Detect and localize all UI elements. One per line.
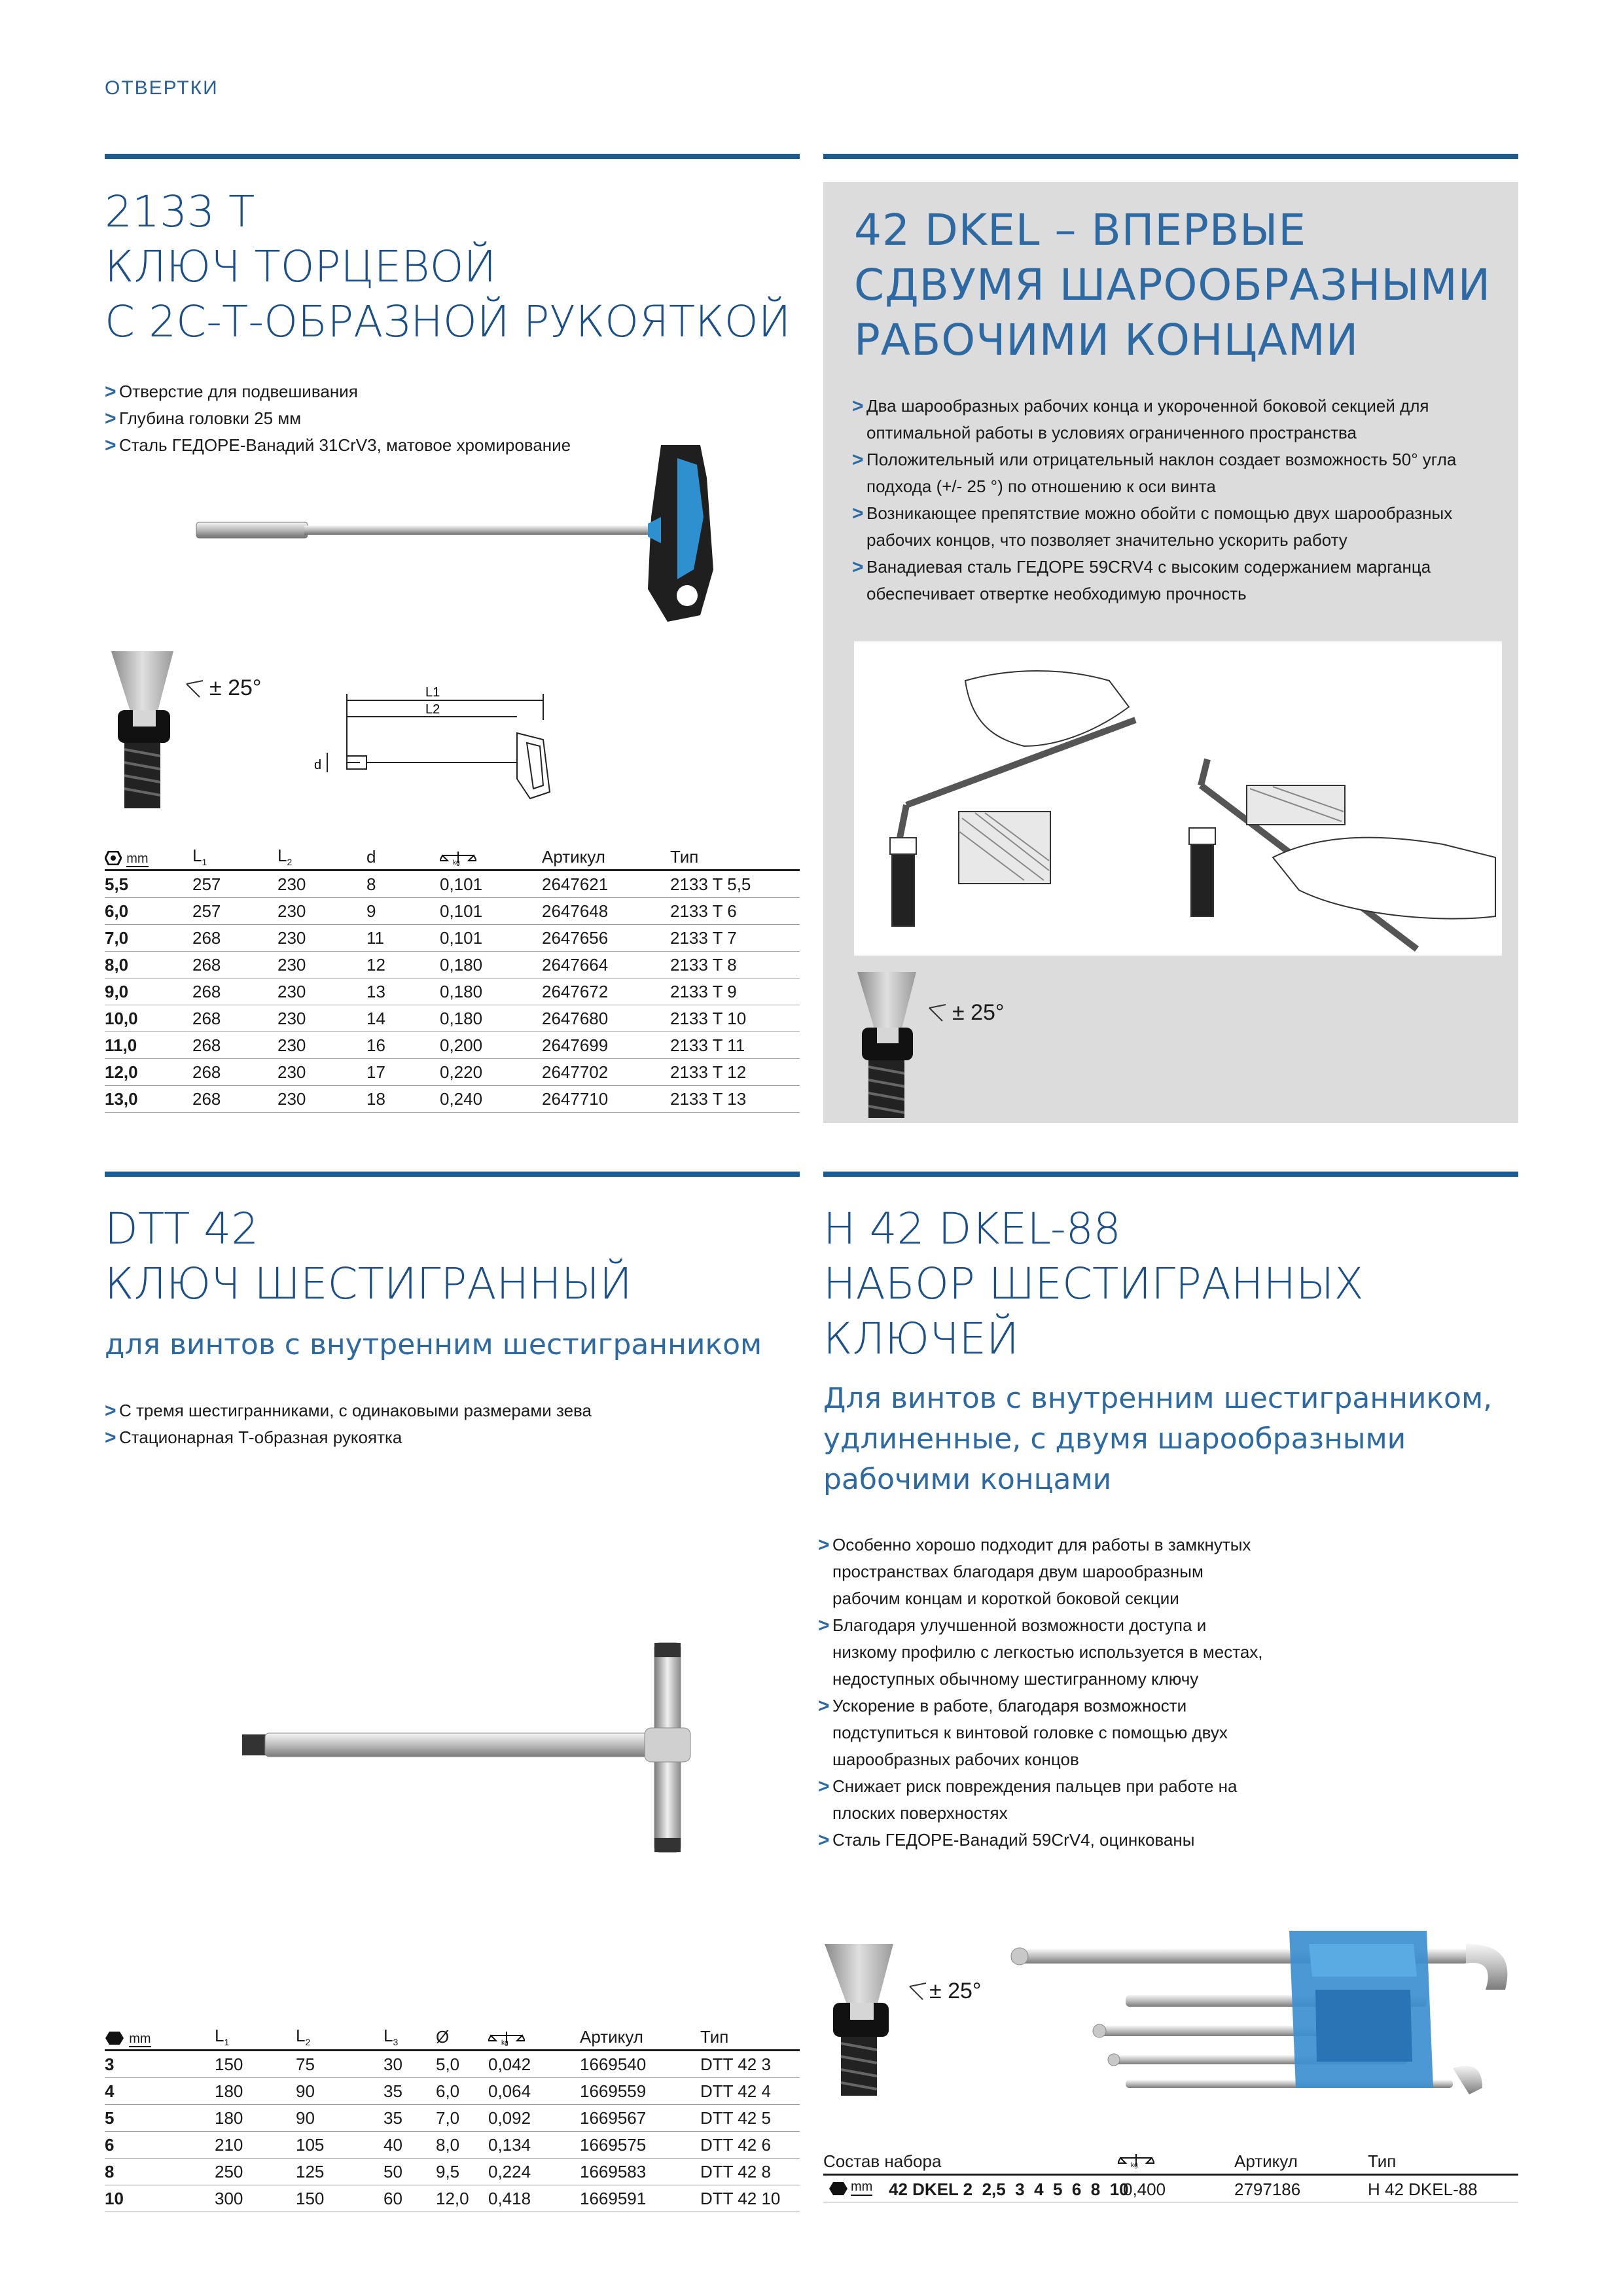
table-row: 11,0 268 230 16 0,200 2647699 2133 T 11 [105, 1032, 800, 1059]
column-header-article: Артикул [580, 2024, 700, 2051]
spec-table [105, 844, 800, 1113]
column-header-size: mm [105, 844, 192, 870]
table-row: 8,0 268 230 12 0,180 2647664 2133 T 8 [105, 952, 800, 978]
scale-icon [488, 2030, 525, 2046]
scale-icon [440, 850, 476, 866]
column-header-l2: $L_2$ [277, 844, 366, 870]
table-row: 9,0 268 230 13 0,180 2647672 2133 T 9 [105, 978, 800, 1005]
column-header-l1: $L_1$ [192, 844, 277, 870]
column-header-weight [440, 844, 542, 870]
feature-list [105, 1397, 759, 1451]
feature-item: > Особенно хорошо подходит для работы в замкнутых [818, 1532, 1499, 1558]
column-header-article: Артикул [1234, 2151, 1298, 2171]
spec-table [105, 2024, 800, 2212]
hex-nut-icon [105, 851, 122, 865]
feature-item-continued: рабочим концам и короткой боковой секции [832, 1588, 1179, 1608]
column-header-diameter: Ø [436, 2024, 488, 2051]
set-type: H 42 DKEL-88 [1368, 2179, 1478, 2199]
set-article: 2797186 [1234, 2179, 1301, 2199]
table-row: 4 180 90 35 6,0 0,064 1669559 DTT 42 4 [105, 2078, 800, 2105]
socket-wrench-image [190, 439, 733, 628]
dimension-l1-label: L1 [425, 685, 440, 700]
table-row: 3 150 75 30 5,0 0,042 1669540 DTT 42 3 [105, 2051, 800, 2078]
table-row: 10 300 150 60 12,0 0,418 1669591 DTT 42 10 [105, 2185, 800, 2212]
feature-item: > С тремя шестигранниками, с одинаковыми размерами зева [105, 1397, 759, 1424]
feature-item-continued: низкому профилю с легкостью используется в местах, [832, 1642, 1263, 1662]
column-header-type: Тип [700, 2024, 800, 2051]
column-header-type: Тип [1368, 2151, 1397, 2171]
feature-item-continued: обеспечивает отвертке необходимую прочность [866, 584, 1247, 603]
product-subtitle: для винтов с внутренним шестигранником [105, 1328, 762, 1361]
svg-text:kg: kg [501, 2039, 508, 2046]
feature-item: > Ускорение в работе, благодаря возможности [818, 1693, 1499, 1719]
feature-item-continued: подступиться к винтовой головке с помощью двух [832, 1723, 1228, 1742]
panel-title-line3: РАБОЧИМИ КОНЦАМИ [854, 315, 1359, 365]
dimension-d-label: d [314, 758, 322, 772]
table-row: 6 210 105 40 8,0 0,134 1669575 DTT 42 6 [105, 2132, 800, 2159]
hex-key-set-image [1008, 1918, 1518, 2140]
table-row: 5 180 90 35 7,0 0,092 1669567 DTT 42 5 [105, 2105, 800, 2132]
table-row: 13,0 268 230 18 0,240 2647710 2133 T 13 [105, 1086, 800, 1113]
feature-item: > Снижает риск повреждения пальцев при работе на [818, 1773, 1499, 1800]
angle-label: ± 25° [952, 1000, 1005, 1025]
product-subtitle-line1: Для винтов с внутренним шестигранником, [823, 1382, 1493, 1415]
table-row [823, 2176, 1518, 2202]
feature-item: > Сталь ГЕДОРЕ-Ванадий 59CrV4, оцинкованы [818, 1827, 1499, 1854]
product-title-line1: КЛЮЧ ТОРЦЕВОЙ [105, 242, 497, 292]
feature-item-continued: пространствах благодаря двум шарообразным [832, 1562, 1204, 1581]
feature-item-continued: рабочих концов, что позволяет значительно ускорить работу [866, 530, 1347, 550]
product-title-line2: КЛЮЧЕЙ [823, 1314, 1019, 1364]
panel-title-line1: 42 DKEL – ВПЕРВЫЕ [854, 205, 1307, 255]
section-rule [105, 1172, 800, 1177]
dimension-l2-label: L2 [425, 702, 440, 717]
column-header-l1: $L_1$ [215, 2024, 296, 2051]
dimension-drawing [308, 681, 569, 812]
angle-diagram [108, 648, 304, 812]
product-code: DTT 42 [105, 1204, 259, 1254]
column-header-d: d [366, 844, 440, 870]
table-row: 6,0 257 230 9 0,101 2647648 2133 T 6 [105, 898, 800, 925]
column-header-type: Тип [670, 844, 800, 870]
set-table [823, 2149, 1518, 2202]
feature-item-continued: оптимальной работы в условиях ограниченного пространства [866, 423, 1357, 442]
feature-item-continued: шарообразных рабочих концов [832, 1749, 1079, 1769]
column-header-l3: $L_3$ [383, 2024, 436, 2051]
feature-item: > Ванадиевая сталь ГЕДОРЕ 59CRV4 с высоким содержанием марганца [852, 554, 1493, 581]
panel-title-line2: СДВУМЯ ШАРООБРАЗНЫМИ [854, 260, 1491, 310]
feature-item: > Глубина головки 25 мм [105, 405, 694, 432]
hex-key-icon [829, 2181, 848, 2196]
table-row: 12,0 268 230 17 0,220 2647702 2133 T 12 [105, 1059, 800, 1086]
table-row: 5,5 257 230 8 0,101 2647621 2133 T 5,5 [105, 870, 800, 898]
feature-item: > Возникающее препятствие можно обойти с помощью двух шарообразных [852, 500, 1493, 527]
product-subtitle-line3: рабочими концами [823, 1463, 1112, 1496]
usage-illustration [854, 641, 1502, 956]
set-weight: 0,400 [1123, 2179, 1166, 2199]
product-subtitle-line2: удлиненные, с двумя шарообразными [823, 1422, 1406, 1456]
feature-item: > Два шарообразных рабочих конца и укороченной боковой секцией для [852, 393, 1493, 420]
t-handle-hex-key-image [236, 1636, 733, 1865]
svg-text:kg: kg [453, 859, 460, 866]
product-code: 2133 T [105, 187, 255, 237]
feature-item: > Благодаря улучшенной возможности доступа и [818, 1612, 1499, 1639]
column-header-size: mm [105, 2024, 215, 2051]
column-header-l2: $L_2$ [296, 2024, 383, 2051]
section-rule [823, 154, 1518, 159]
table-header-row [823, 2149, 1518, 2176]
feature-item: > Положительный или отрицательный наклон создает возможность 50° угла [852, 446, 1493, 473]
table-header-row [105, 844, 800, 870]
section-rule [105, 154, 800, 159]
product-title-line2: С 2С-Т-ОБРАЗНОЙ РУКОЯТКОЙ [105, 296, 791, 347]
table-row: 8 250 125 50 9,5 0,224 1669583 DTT 42 8 [105, 2159, 800, 2185]
angle-diagram [821, 1941, 1031, 2098]
product-title-line1: КЛЮЧ ШЕСТИГРАННЫЙ [105, 1259, 632, 1309]
product-title-line1: НАБОР ШЕСТИГРАННЫХ [823, 1259, 1364, 1309]
angle-diagram [854, 969, 1050, 1119]
hex-key-icon [105, 2031, 124, 2045]
section-header: ОТВЕРТКИ [105, 77, 219, 99]
section-rule [823, 1172, 1518, 1177]
feature-item-continued: плоских поверхностях [832, 1803, 1008, 1823]
product-code: H 42 DKEL-88 [823, 1204, 1121, 1254]
svg-text:kg: kg [1131, 2162, 1138, 2168]
table-row: 10,0 268 230 14 0,180 2647680 2133 T 10 [105, 1005, 800, 1032]
scale-icon [1118, 2153, 1154, 2168]
feature-list [852, 393, 1493, 607]
column-header-article: Артикул [542, 844, 670, 870]
feature-item-continued: подхода (+/- 25 °) по отношению к оси винта [866, 476, 1216, 496]
feature-item-continued: недоступных обычному шестигранному ключу [832, 1669, 1199, 1689]
angle-label: ± 25° [209, 675, 262, 700]
angle-label: ± 25° [929, 1979, 982, 2003]
feature-item: > Сталь ГЕДОРЕ-Ванадий 31CrV3, матовое хромирование [105, 432, 694, 459]
feature-item: > Стационарная Т-образная рукоятка [105, 1424, 759, 1451]
feature-item: > Отверстие для подвешивания [105, 378, 694, 405]
table-row: 7,0 268 230 11 0,101 2647656 2133 T 7 [105, 925, 800, 952]
feature-list [818, 1532, 1499, 1854]
unit-label: mm [851, 2179, 872, 2196]
table-header-row [105, 2024, 800, 2051]
set-contents: 42 DKEL 2 2,5 3 4 5 6 8 10 [889, 2179, 1129, 2199]
column-header-set: Состав набора [823, 2151, 942, 2171]
column-header-weight [488, 2024, 580, 2051]
